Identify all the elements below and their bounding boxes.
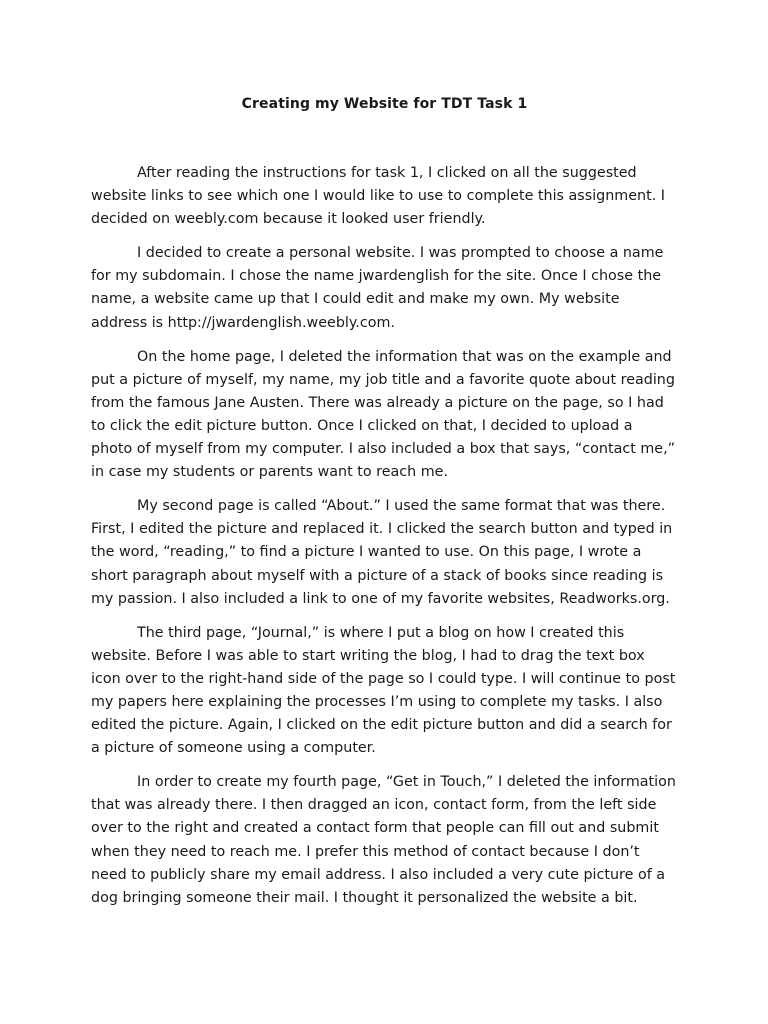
document-title: Creating my Website for TDT Task 1 — [241, 96, 528, 112]
paragraph-6: In order to create my fourth page, “Get in Touch,” I deleted the information that was already there. I then dragged an icon, contact form, from the left side over to the right and created a contact form that people can fill out and submit when they need to reach me. I prefer this method of contact because I don’t need to publicly share my email address. I also included a very cute picture of a dog bringing someone their mail. I thought it personalized the website a bit. — [91, 774, 676, 906]
paragraph-5: The third page, “Journal,” is where I put a blog on how I created this website. Before I was able to start writing the blog, I had to drag the text box icon over to the right-hand side of the page so I could type. I will continue to post my papers here explaining the processes I’m using to complete my tasks. I also edited the picture. Again, I clicked on the edit picture button and did a search for a picture of someone using a computer. — [91, 624, 676, 757]
document-body — [91, 162, 678, 910]
paragraph-4: My second page is called “About.” I used the same format that was there. First, I edited the picture and replaced it. I clicked the search button and typed in the word, “reading,” to find a picture I wanted to use. On this page, I wrote a short paragraph about myself with a picture of a stack of books since reading is my passion. I also included a link to one of my favorite websites, Readworks.org. — [91, 498, 673, 607]
paragraph-3: On the home page, I deleted the information that was on the example and put a picture of myself, my name, my job title and a favorite quote about reading from the famous Jane Austen. There was already a picture on the page, so I had to click the edit picture button. Once I clicked on that, I decided to upload a photo of myself from my computer. I also included a box that says, “contact me,” in case my students or parents want to reach me. — [91, 348, 676, 481]
paragraph-1: After reading the instructions for task 1, I clicked on all the suggested website links to see which one I would like to use to complete this assignment. I decided on weebly.com because it looked user friendly. — [91, 165, 666, 228]
paragraph-2: I decided to create a personal website. I was prompted to choose a name for my subdomain. I chose the name jwardenglish for the site. Once I chose the name, a website came up that I could edit and make my own. My website address is http://jwardenglish.weebly.com. — [91, 245, 664, 331]
